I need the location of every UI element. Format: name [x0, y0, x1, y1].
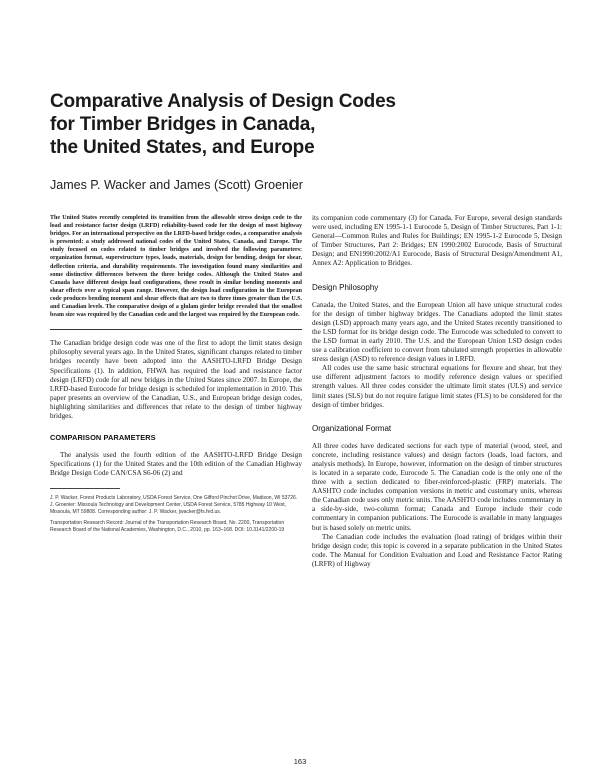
introduction — [50, 339, 302, 421]
organizational-format-section — [312, 442, 562, 569]
design-philosophy-section — [312, 301, 562, 410]
title-line: for Timber Bridges in Canada, — [50, 114, 316, 135]
page-number: 163 — [293, 757, 307, 766]
comparison-section — [50, 451, 302, 478]
continued-paragraph: its companion code commentary (3) for Canada. For Europe, several design standards were used, including EN 1995-1-1 Eurocode 5, Design of Timber Structures, Part 1-1: General—Common Rules and Rules for Buildings; EN 1995-1-2 Eurocode 5, Design of Timber Structures, Part 2: Bridges; EN 1990:2002 Eurocode, Basis of Structural Design; and EN1990:2002/A1 Eurocode, Basis of Structural Design/Amendment A1, Annex A2: Application to Bridges. — [312, 214, 562, 268]
intro-paragraph: The Canadian bridge design code was one of the first to adopt the limit states design philosophy several years ago. In the United States, significant changes related to timber bridges recently have been adopted into the AASHTO-LRFD Bridge Design Specifications (1). In addition, FHWA has required the load and resistance factor design (LRFD) code for all new bridges in the United States since 2007. In Europe, the LRFD-based Eurocode for bridge design is scheduled for implementation in 2010. This paper presents an overview of the Canadian, U.S., and European bridge design codes, highlighting similarities and differences that relate to the design of timber highway bridges. — [50, 339, 302, 420]
footnote-divider — [50, 488, 120, 489]
journal-citation-footnote: Transportation Research Record: Journal of the Transportation Research Board, No. 2200, Transportation Research Board of the National Academies, Washington, D.C., 2010, pp. 163–168. DOI: 10.3141/2200-19 — [50, 520, 285, 533]
section-heading-comparison: COMPARISON PARAMETERS — [50, 433, 156, 443]
section-heading-design-philosophy: Design Philosophy — [312, 282, 379, 292]
comparison-paragraph: The analysis used the fourth edition of the AASHTO-LRFD Bridge Design Specifications (1) for the United States and the 10th edition of the Canadian Highway Bridge Design Code CAN/CSA S6-06 (2) and — [50, 451, 302, 478]
paper-title — [50, 90, 570, 159]
left-column — [50, 214, 302, 538]
right-intro — [312, 214, 562, 269]
author-line: James P. Wacker and James (Scott) Groenier — [50, 178, 303, 192]
organizational-paragraph: All three codes have dedicated sections for each type of material (wood, steel, and concrete, including resistance values) and design factors (loads, load factors, and analysis methods). In Europe, however, information on the design of timber structures is located in a separate code, Eurocode 5. The Canadian code is the only one of the three with a section dedicated to fiber-reinforced-plastic (FRP) materials. The AASHTO code includes companion versions in metric and customary units, whereas the Canadian code uses only metric units. The AASHTO code includes commentary in a side-by-side, two-column format; Canada and Europe include their code commentary in companion publications. The Eurocode is available in many languages but is based solely on metric units. — [312, 441, 562, 532]
organizational-paragraph: The Canadian code includes the evaluation (load rating) of bridges within their bridge design code; this topic is covered in a separate publication in the United States code. The Manual for Condition Evaluation and Load and Resistance Factor Rating (LRFR) of Highway — [312, 532, 562, 568]
title-line: Comparative Analysis of Design Codes — [50, 91, 396, 112]
philosophy-paragraph: All codes use the same basic structural equations for flexure and shear, but they use different adjustment factors to modify reference design values or specified strength values. All three codes consider the ultimate limit states (ULS) and service limit states (SLS) but do not require fatigue limit states (FLS) to be considered for the design of timber bridges. — [312, 364, 562, 409]
abstract-divider — [50, 329, 302, 330]
title-line: the United States, and Europe — [50, 137, 315, 158]
author-affiliation-footnote: J. P. Wacker, Forest Products Laboratory, USDA Forest Service, One Gifford Pinchot Drive, Madison, WI 53726. J. Groenier: Missoula Technology and Development Center, USDA Forest Service, 5785 Highway 10 West, Missoula, MT 59808. Corresponding author: J. P. Wacker, jwacker@fs.fed.us. — [50, 495, 298, 515]
right-column — [312, 214, 562, 569]
abstract-text: The United States recently completed its transition from the allowable stress design code to the load and resistance factor design (LRFD) reliability-based code for the design of most highway bridges. For an international perspective on the LRFD-based bridge codes, a comparative analysis is presented: a study addressed national codes of the United States, Canada, and Europe. The study focused on codes related to timber bridges and involved the following parameters: organization format, superstructure types, loads, materials, design for bending, design for shear, deflection criteria, and durability requirements. The investigation found many similarities and some distinctive differences between the three bridge codes. Although the United States and Canada have different design load configurations, these result in similar bending moments and shear effects over a typical span range. However, the design load configuration in the European code produces bending moment and shear effects that are two to three times greater than the U.S. and Canadian levels. The comparative design of a glulam girder bridge revealed that the smallest beam size was required by the Canadian code and the largest was required by the European code. — [50, 215, 302, 319]
philosophy-paragraph: Canada, the United States, and the European Union all have unique structural codes for the design of timber highway bridges. The Canadians adopted the limit states design (LSD) approach many years ago, and the United States recently transitioned to the LSD format for its bridge design code. The Eurocode was scheduled to convert to the LSD format in early 2010. The U.S. and the European Union LSD design codes use a calibration coefficient to convert from tabulated strength properties in allowable stress design (ASD) to reference design values in LRFD. — [312, 300, 562, 364]
abstract — [50, 214, 302, 319]
section-heading-organizational-format: Organizational Format — [312, 423, 392, 433]
